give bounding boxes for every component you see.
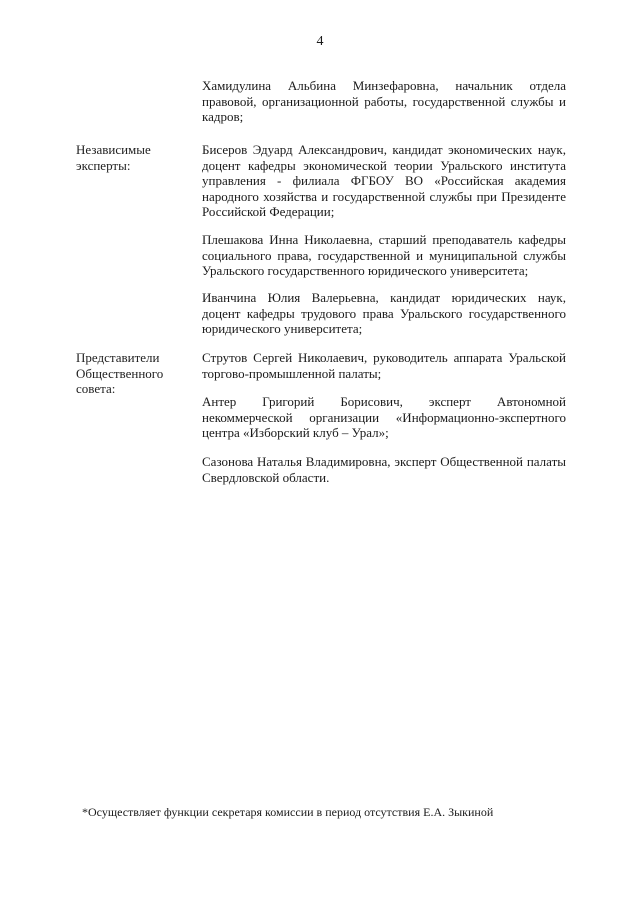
council-entry: Сазонова Наталья Владимировна, эксперт Общественной палаты Свердловской области. xyxy=(202,454,566,485)
public-council-label: Представители Общественного совета: xyxy=(76,350,164,396)
expert-entry: Бисеров Эдуард Александрович, кандидат экономических наук, доцент кафедры экономической теории Уральского института управления - филиала ФГБОУ ВО «Российская академия народного хозяйства и государственной службы при Президенте Российской Федерации; xyxy=(202,142,566,219)
independent-experts-label: Независимые эксперты: xyxy=(76,142,151,173)
footnote: *Осуществляет функции секретаря комиссии в период отсутствия Е.А. Зыкиной xyxy=(82,805,494,819)
council-entry: Антер Григорий Борисович, эксперт Автономной некоммерческой организации «Информационно-экспертного центра «Изборский клуб – Урал»; xyxy=(202,394,566,440)
council-entry: Струтов Сергей Николаевич, руководитель аппарата Уральской торгово-промышленной палаты; xyxy=(202,350,566,381)
page-number: 4 xyxy=(316,34,324,49)
expert-entry: Иванчина Юлия Валерьевна, кандидат юридических наук, доцент кафедры трудового права Уральского государственного юридического университета; xyxy=(202,290,566,336)
expert-entry: Плешакова Инна Николаевна, старший преподаватель кафедры социального права, государственной и муниципальной службы Уральского государственного юридического университета; xyxy=(202,232,566,278)
member-entry: Хамидулина Альбина Минзефаровна, начальник отдела правовой, организационной работы, государственной службы и кадров; xyxy=(202,78,566,124)
